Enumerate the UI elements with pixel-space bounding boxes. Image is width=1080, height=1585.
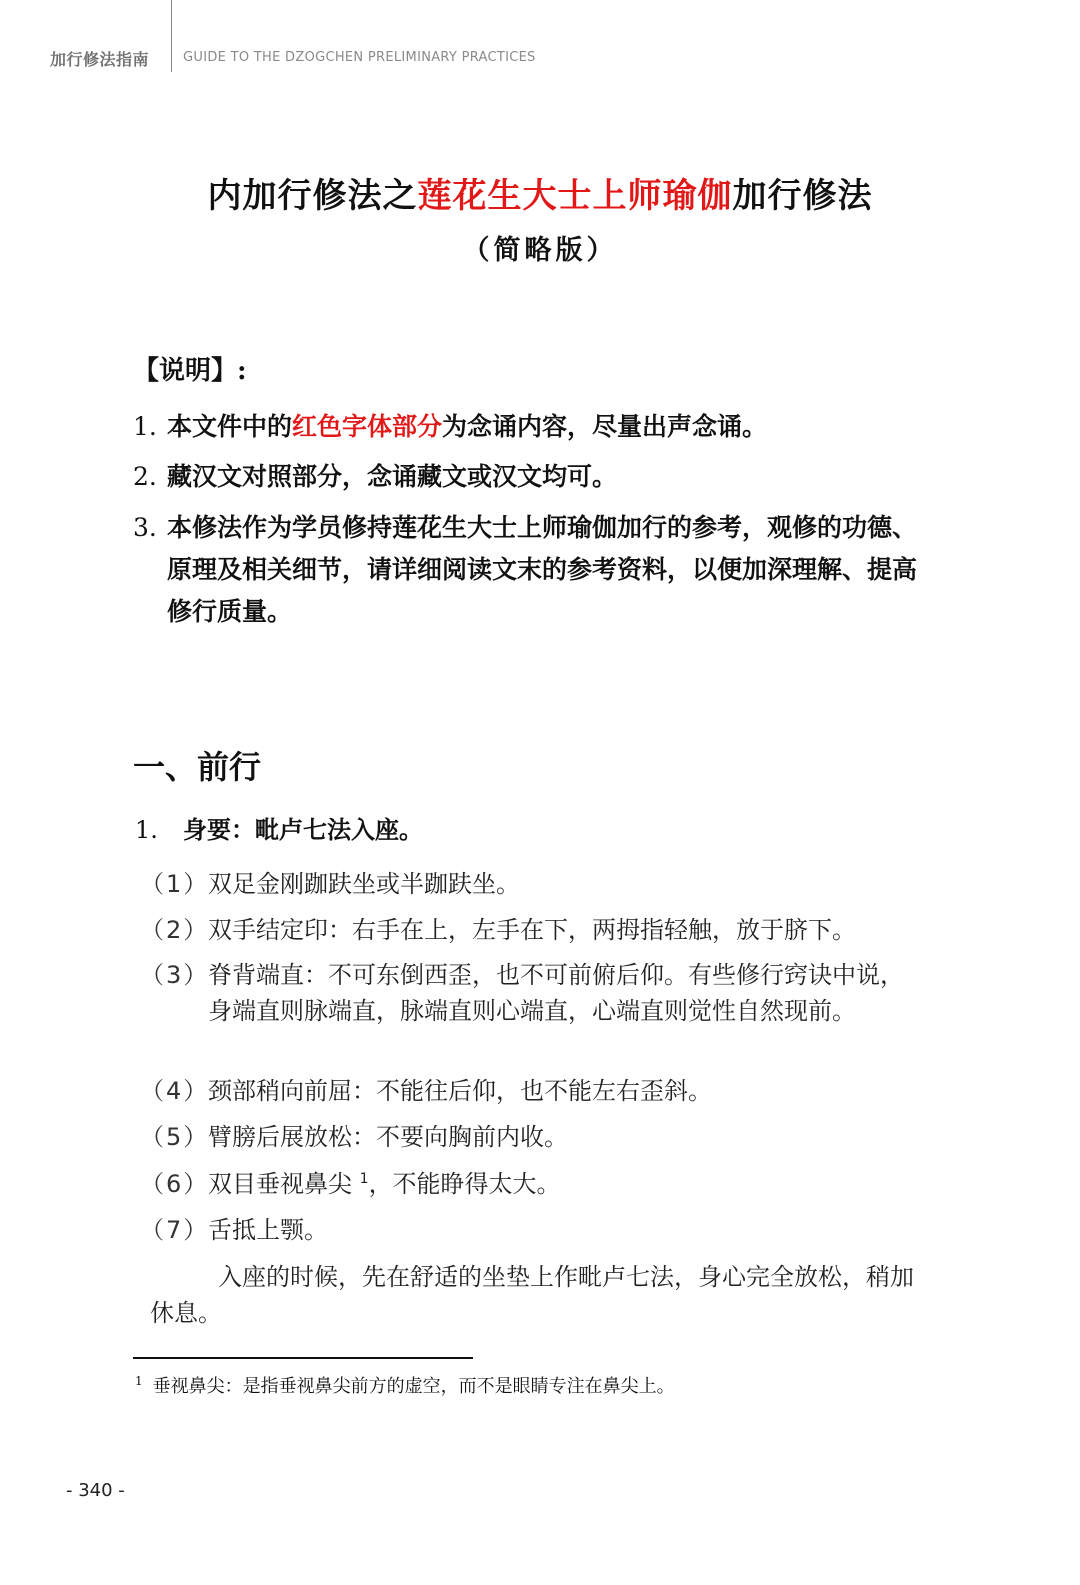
footnote-divider xyxy=(133,1357,473,1359)
step-item xyxy=(140,1119,924,1155)
step-marker: （7） xyxy=(140,1216,210,1244)
step-marker: （5） xyxy=(140,1123,210,1151)
step-text-pre: 双目垂视鼻尖 xyxy=(208,1170,352,1198)
body-paragraph: 入座的时候，先在舒适的坐垫上作毗卢七法，身心完全放松，稍加休息。 xyxy=(150,1263,914,1327)
note-number: 1. xyxy=(133,412,157,441)
footnote-text: 垂视鼻尖：是指垂视鼻尖前方的虚空，而不是眼睛专注在鼻尖上。 xyxy=(152,1376,675,1397)
page-title xyxy=(0,168,1080,217)
note-item xyxy=(133,507,923,633)
note-item xyxy=(133,456,923,498)
page-subtitle: （简略版） xyxy=(462,235,618,266)
title-part-1: 内加行修法之 xyxy=(207,176,418,216)
section-heading: 一、前行 xyxy=(133,748,262,786)
step-text: 双足金刚跏趺坐或半跏趺坐。 xyxy=(208,870,520,898)
notes-heading: 【说明】: xyxy=(133,356,247,386)
step-item xyxy=(140,866,924,902)
step-item xyxy=(140,1212,924,1248)
note-number: 2. xyxy=(133,462,157,491)
step-text: 脊背端直：不可东倒西歪，也不可前俯后仰。有些修行窍诀中说，身端直则脉端直，脉端直则心端直，心端直则觉性自然现前。 xyxy=(208,961,904,1025)
footnote-ref[interactable]: 1 xyxy=(359,1171,369,1187)
title-part-3: 加行修法 xyxy=(732,176,873,216)
title-part-red: 莲花生大士上师瑜伽 xyxy=(417,176,733,216)
note-text-red: 红色字体部分 xyxy=(292,412,443,441)
note-number: 3. xyxy=(133,513,157,542)
note-text-pre: 本文件中的 xyxy=(167,412,293,441)
step-text xyxy=(208,1166,924,1202)
running-header-chinese: 加行修法指南 xyxy=(50,50,150,69)
subsection-number: 1. xyxy=(135,816,158,844)
note-text: 藏汉文对照部分，念诵藏文或汉文均可。 xyxy=(167,462,618,491)
subsection-heading xyxy=(135,810,423,845)
step-item xyxy=(140,1073,924,1109)
note-item xyxy=(133,406,923,448)
step-item xyxy=(140,1166,924,1202)
step-text: 双手结定印：右手在上，左手在下，两拇指轻触，放于脐下。 xyxy=(208,916,856,944)
header-divider xyxy=(171,0,172,72)
step-item xyxy=(140,912,924,948)
step-marker: （3） xyxy=(140,961,210,989)
running-header-english: GUIDE TO THE DZOGCHEN PRELIMINARY PRACTICES xyxy=(183,50,536,65)
step-marker: （2） xyxy=(140,916,210,944)
note-text-post: 为念诵内容，尽量出声念诵。 xyxy=(442,412,768,441)
page-number: - 340 - xyxy=(66,1480,125,1501)
subsection-title: 身要：毗卢七法入座。 xyxy=(183,816,423,844)
step-item xyxy=(140,957,924,1029)
step-marker: （1） xyxy=(140,870,210,898)
step-marker: （4） xyxy=(140,1077,210,1105)
step-text-post: ，不能睁得太大。 xyxy=(368,1170,561,1198)
note-text: 本修法作为学员修持莲花生大士上师瑜伽加行的参考，观修的功德、原理及相关细节，请详细阅读文末的参考资料，以便加深理解、提高修行质量。 xyxy=(167,513,918,626)
step-text: 臂膀后展放松：不要向胸前内收。 xyxy=(208,1123,568,1151)
step-text: 颈部稍向前屈：不能往后仰，也不能左右歪斜。 xyxy=(208,1077,712,1105)
footnote xyxy=(135,1372,675,1398)
step-text: 舌抵上颚。 xyxy=(208,1216,328,1244)
step-marker: （6） xyxy=(140,1170,210,1198)
footnote-number: 1 xyxy=(135,1374,143,1388)
